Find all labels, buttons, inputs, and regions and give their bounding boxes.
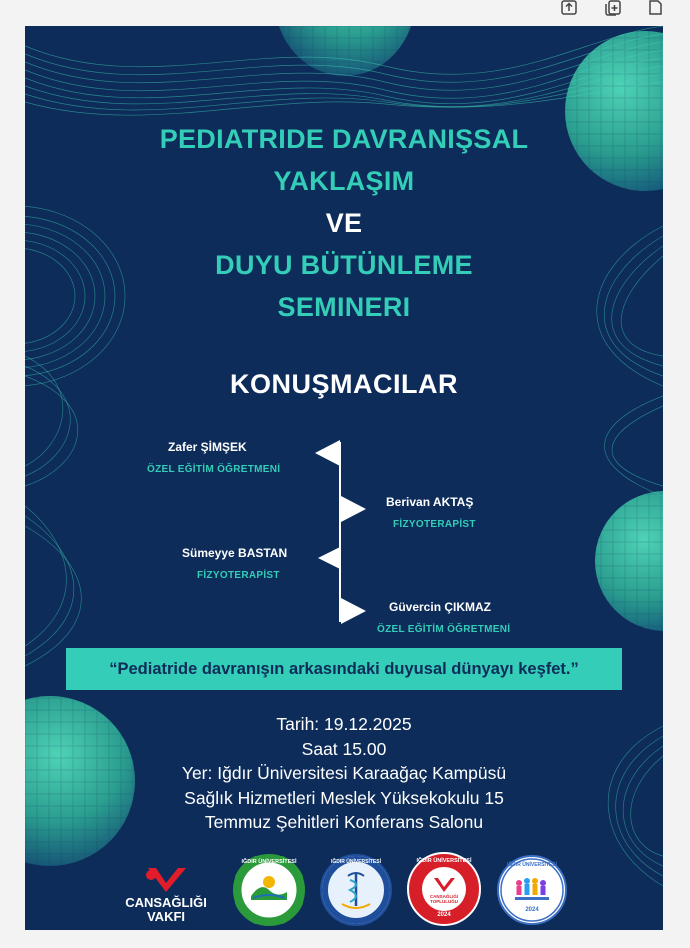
title-line-4: DUYU BÜTÜNLEME xyxy=(215,250,473,280)
student-club-logo xyxy=(497,855,567,925)
title-line-5: SEMINERI xyxy=(277,292,411,322)
speaker-2-name: Berivan AKTAŞ xyxy=(386,495,474,509)
timeline-marker-3 xyxy=(318,547,340,569)
timeline-marker-2 xyxy=(341,496,366,522)
club-logo-year: 2024 xyxy=(525,907,539,913)
cansagligi-logo-line2: VAKFI xyxy=(146,909,186,924)
speaker-3-name: Sümeyye BASTAN xyxy=(182,546,288,560)
title-line-1: PEDIATRIDE DAVRANIŞSAL xyxy=(159,124,529,154)
topluluk-logo-name: CANSAĞLIĞI TOPLULUĞU xyxy=(429,894,459,904)
health-school-logo xyxy=(320,854,392,926)
copy-icon[interactable] xyxy=(646,0,664,16)
club-logo-univ: IĞDIR ÜNİVERSİTESİ xyxy=(506,862,557,868)
caduceus-icon xyxy=(322,856,390,924)
event-time: Saat 15.00 xyxy=(301,738,387,759)
health-school-logo-text: IĞDIR ÜNİVERSİTESİ xyxy=(330,859,381,865)
speaker-2-role: FİZYOTERAPİST xyxy=(393,519,476,530)
event-location-3: Temmuz Şehitleri Konferans Salonu xyxy=(204,812,484,832)
cansagligi-logo-line1: CANSAĞLIĞI xyxy=(125,895,207,910)
speaker-3-role: FİZYOTERAPİST xyxy=(197,570,280,581)
export-icon[interactable] xyxy=(560,0,578,16)
igdir-university-logo xyxy=(233,854,305,926)
toolbar xyxy=(550,0,690,22)
cansagligi-topluluk-logo xyxy=(407,852,481,926)
event-location-1: Yer: Iğdır Üniversitesi Karaağaç Kampüsü xyxy=(181,763,507,783)
timeline-marker-4 xyxy=(341,598,366,624)
sphere-right-middle xyxy=(595,491,663,631)
title-line-3: VE xyxy=(325,208,363,238)
cansagligi-emblem-icon xyxy=(120,866,212,896)
add-page-icon[interactable] xyxy=(604,0,622,16)
quote-text: “Pediatride davranışın arkasındaki duyusal dünyayı keşfet.” xyxy=(109,659,579,678)
igdir-logo-year: 2008 xyxy=(262,910,276,916)
speaker-4-name: Güvercin ÇIKMAZ xyxy=(389,600,492,614)
cansagligi-vakfi-logo xyxy=(120,866,212,926)
timeline-marker-1 xyxy=(315,440,340,466)
event-date: Tarih: 19.12.2025 xyxy=(276,714,412,734)
igdir-logo-text: IĞDIR ÜNİVERSİTESİ xyxy=(241,859,297,865)
speaker-4-role: ÖZEL EĞİTİM ÖĞRETMENİ xyxy=(377,624,511,635)
speakers-timeline xyxy=(339,442,341,622)
seminar-title xyxy=(25,118,663,328)
poster xyxy=(25,26,663,930)
event-info xyxy=(25,712,663,835)
topluluk-logo-univ: IĞDIR ÜNİVERSİTESİ xyxy=(416,858,472,864)
event-location-2: Sağlık Hizmetleri Meslek Yüksekokulu 15 xyxy=(184,787,504,808)
quote-banner xyxy=(66,648,622,690)
speaker-1-name: Zafer ŞİMŞEK xyxy=(168,440,247,454)
speaker-1-role: ÖZEL EĞİTİM ÖĞRETMENİ xyxy=(147,464,281,475)
sphere-top-center xyxy=(275,26,415,76)
topluluk-logo-year: 2024 xyxy=(437,912,451,918)
speakers-heading: KONUŞMACILAR xyxy=(230,369,458,399)
title-line-2: YAKLAŞIM xyxy=(273,166,415,196)
